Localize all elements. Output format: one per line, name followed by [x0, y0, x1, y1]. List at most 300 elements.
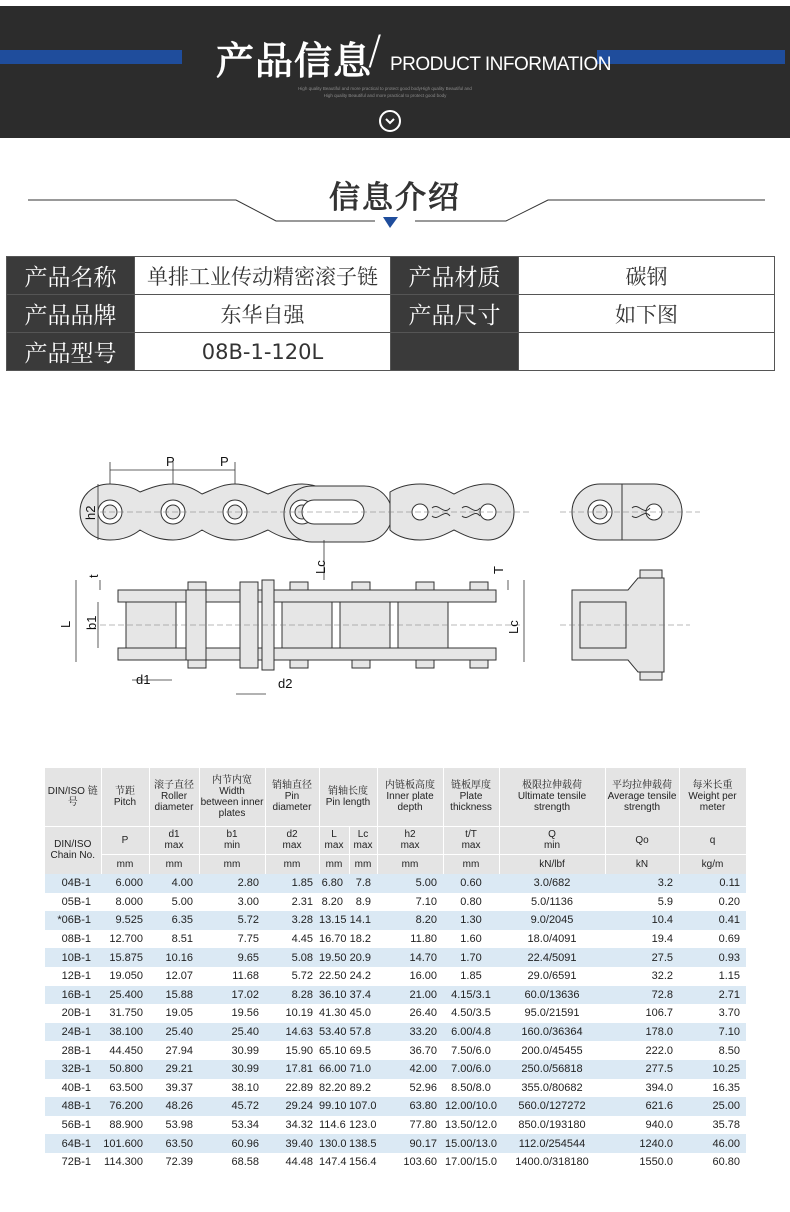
chain-number-cell: 12B-1: [45, 967, 101, 986]
spec-unit: mm: [443, 854, 499, 874]
spec-value-cell: 71.0: [349, 1060, 377, 1079]
spec-value-cell: 160.0/36364: [499, 1023, 605, 1042]
label-p1: P: [166, 454, 175, 469]
chain-number-cell: 10B-1: [45, 948, 101, 967]
chain-number-cell: 64B-1: [45, 1134, 101, 1153]
spec-value-cell: 6.35: [149, 911, 199, 930]
spec-symbol: t/T max: [443, 826, 499, 854]
spec-value-cell: 394.0: [605, 1079, 679, 1098]
chain-number-cell: 20B-1: [45, 1004, 101, 1023]
spec-value-cell: 13.50/12.0: [443, 1116, 499, 1135]
spec-value-cell: 0.60: [443, 874, 499, 893]
spec-value-cell: 6.000: [101, 874, 149, 893]
spec-value-cell: 82.20: [319, 1079, 349, 1098]
spec-value-cell: 21.00: [377, 986, 443, 1005]
chain-number-cell: 08B-1: [45, 930, 101, 949]
spec-value-cell: 123.0: [349, 1116, 377, 1135]
spec-value-cell: 107.0: [349, 1097, 377, 1116]
spec-unit: mm: [319, 854, 349, 874]
spec-value-cell: 68.58: [199, 1153, 265, 1172]
label-lc-right: Lc: [506, 620, 521, 634]
spec-value-cell: 42.00: [377, 1060, 443, 1079]
chain-number-cell: *06B-1: [45, 911, 101, 930]
label-T: T: [491, 566, 506, 574]
spec-value-cell: 4.45: [265, 930, 319, 949]
table-row: [45, 948, 746, 967]
spec-header-cn: 每米长重: [692, 780, 733, 792]
spec-value-cell: 3.70: [679, 1004, 746, 1023]
spec-value-cell: 0.80: [443, 893, 499, 912]
info-key: 产品名称: [7, 257, 135, 295]
spec-value-cell: 277.5: [605, 1060, 679, 1079]
table-row: [45, 1097, 746, 1116]
spec-value-cell: 14.63: [265, 1023, 319, 1042]
info-key-empty: [391, 333, 519, 371]
table-row: [45, 874, 746, 893]
spec-value-cell: 15.90: [265, 1041, 319, 1060]
spec-value-cell: 72.39: [149, 1153, 199, 1172]
spec-value-cell: 45.72: [199, 1097, 265, 1116]
spec-value-cell: 8.20: [377, 911, 443, 930]
table-row: [45, 1060, 746, 1079]
spec-value-cell: 114.300: [101, 1153, 149, 1172]
spec-value-cell: 355.0/80682: [499, 1079, 605, 1098]
spec-header: [443, 768, 499, 826]
spec-value-cell: 14.1: [349, 911, 377, 930]
spec-value-cell: 18.2: [349, 930, 377, 949]
spec-value-cell: 222.0: [605, 1041, 679, 1060]
spec-value-cell: 2.71: [679, 986, 746, 1005]
spec-value-cell: 44.48: [265, 1153, 319, 1172]
banner-subtitle: PRODUCT INFORMATION: [390, 54, 611, 75]
spec-value-cell: 72.8: [605, 986, 679, 1005]
spec-value-cell: 37.4: [349, 986, 377, 1005]
spec-value-cell: 130.0: [319, 1134, 349, 1153]
info-value: 碳钢: [519, 257, 775, 295]
spec-value-cell: 250.0/56818: [499, 1060, 605, 1079]
spec-value-cell: 48.26: [149, 1097, 199, 1116]
spec-value-cell: 12.07: [149, 967, 199, 986]
spec-value-cell: 60.0/13636: [499, 986, 605, 1005]
spec-symbol: Lc max: [349, 826, 377, 854]
chain-number-cell: 05B-1: [45, 893, 101, 912]
chain-number-cell: 56B-1: [45, 1116, 101, 1135]
spec-value-cell: 22.4/5091: [499, 948, 605, 967]
info-row: [7, 257, 775, 295]
spec-value-cell: 17.81: [265, 1060, 319, 1079]
spec-value-cell: 29.24: [265, 1097, 319, 1116]
spec-value-cell: 3.00: [199, 893, 265, 912]
label-b1: b1: [84, 615, 99, 630]
spec-value-cell: 850.0/193180: [499, 1116, 605, 1135]
spec-value-cell: 53.40: [319, 1023, 349, 1042]
spec-value-cell: 8.51: [149, 930, 199, 949]
spec-header-cn: 内节内宽: [212, 774, 252, 786]
spec-value-cell: 22.89: [265, 1079, 319, 1098]
spec-unit: kg/m: [679, 854, 746, 874]
spec-value-cell: 19.050: [101, 967, 149, 986]
spec-value-cell: 156.4: [349, 1153, 377, 1172]
spec-value-cell: 15.875: [101, 948, 149, 967]
spec-value-cell: 1.85: [443, 967, 499, 986]
spec-value-cell: 38.10: [199, 1079, 265, 1098]
spec-value-cell: 10.25: [679, 1060, 746, 1079]
section-title: 信息介绍: [329, 180, 461, 216]
spec-symbol: P: [101, 826, 149, 854]
spec-value-cell: 27.94: [149, 1041, 199, 1060]
spec-value-cell: 1550.0: [605, 1153, 679, 1172]
info-value: 08B-1-120L: [135, 333, 391, 371]
spec-value-cell: 200.0/45455: [499, 1041, 605, 1060]
spec-value-cell: 35.78: [679, 1116, 746, 1135]
chain-diagram: [40, 440, 760, 710]
spec-value-cell: 5.72: [199, 911, 265, 930]
info-key: 产品尺寸: [391, 295, 519, 333]
spec-value-cell: 30.99: [199, 1041, 265, 1060]
spec-value-cell: 44.450: [101, 1041, 149, 1060]
spec-header-en: Ultimate tensile strength: [517, 791, 587, 814]
spec-value-cell: 16.00: [377, 967, 443, 986]
spec-value-cell: 1.85: [265, 874, 319, 893]
chain-number-cell: 16B-1: [45, 986, 101, 1005]
info-key: 产品型号: [7, 333, 135, 371]
spec-header-en: Pin length: [325, 796, 371, 808]
spec-value-cell: 5.00: [149, 893, 199, 912]
spec-value-cell: 178.0: [605, 1023, 679, 1042]
chain-number-cell: 72B-1: [45, 1153, 101, 1172]
spec-value-cell: 4.50/3.5: [443, 1004, 499, 1023]
label-d1: d1: [136, 672, 151, 687]
label-L: L: [58, 620, 73, 628]
spec-header: [499, 768, 605, 826]
spec-value-cell: 1.70: [443, 948, 499, 967]
spec-value-cell: 10.16: [149, 948, 199, 967]
spec-value-cell: 4.15/3.1: [443, 986, 499, 1005]
spec-value-cell: 8.000: [101, 893, 149, 912]
spec-value-cell: 89.2: [349, 1079, 377, 1098]
table-row: [45, 1079, 746, 1098]
product-info-table: [6, 256, 775, 371]
header-banner: [0, 6, 790, 138]
spec-value-cell: 39.37: [149, 1079, 199, 1098]
spec-value-cell: 38.100: [101, 1023, 149, 1042]
spec-value-cell: 8.50: [679, 1041, 746, 1060]
spec-header-row: [45, 768, 746, 826]
spec-value-cell: 5.0/1136: [499, 893, 605, 912]
chain-number-cell: 28B-1: [45, 1041, 101, 1060]
spec-value-cell: 138.5: [349, 1134, 377, 1153]
label-lc-top: Lc: [313, 560, 328, 574]
spec-value-cell: 90.17: [377, 1134, 443, 1153]
spec-value-cell: 63.500: [101, 1079, 149, 1098]
spec-header-en: Width between inner plates: [200, 785, 264, 819]
spec-value-cell: 103.60: [377, 1153, 443, 1172]
spec-value-cell: 53.34: [199, 1116, 265, 1135]
spec-unit: mm: [101, 854, 149, 874]
spec-value-cell: 2.80: [199, 874, 265, 893]
spec-header-cn: 滚子直径: [154, 780, 194, 792]
spec-value-cell: 60.96: [199, 1134, 265, 1153]
spec-value-cell: 17.00/15.0: [443, 1153, 499, 1172]
spec-unit: kN: [605, 854, 679, 874]
spec-value-cell: 3.28: [265, 911, 319, 930]
spec-symbol: Q min: [499, 826, 605, 854]
spec-value-cell: 7.50/6.0: [443, 1041, 499, 1060]
spec-value-cell: 112.0/254544: [499, 1134, 605, 1153]
chain-number-cell: 40B-1: [45, 1079, 101, 1098]
spec-value-cell: 6.80: [319, 874, 349, 893]
spec-unit: kN/lbf: [499, 854, 605, 874]
spec-value-cell: 33.20: [377, 1023, 443, 1042]
spec-header: [377, 768, 443, 826]
spec-header-en: Pin diameter: [272, 791, 312, 814]
spec-value-cell: 32.2: [605, 967, 679, 986]
chain-number-cell: 48B-1: [45, 1097, 101, 1116]
spec-header-cn: 销轴长度: [328, 785, 368, 797]
spec-value-cell: 9.525: [101, 911, 149, 930]
banner-tagline-1: High quality Beautiful and more practical to protect good bodyHigh quality Beautiful and: [298, 86, 472, 91]
table-row: [45, 893, 746, 912]
spec-value-cell: 76.200: [101, 1097, 149, 1116]
spec-header-cn: 链板厚度: [451, 780, 492, 792]
spec-value-cell: 69.5: [349, 1041, 377, 1060]
info-row: [7, 333, 775, 371]
spec-header-en: Inner plate depth: [386, 791, 434, 814]
spec-header: [679, 768, 746, 826]
spec-value-cell: 63.80: [377, 1097, 443, 1116]
spec-value-cell: 18.0/4091: [499, 930, 605, 949]
spec-header-en: Plate thickness: [450, 791, 492, 814]
spec-symbol: q: [679, 826, 746, 854]
spec-value-cell: 19.50: [319, 948, 349, 967]
spec-value-cell: 106.7: [605, 1004, 679, 1023]
spec-value-cell: 25.00: [679, 1097, 746, 1116]
spec-symbol: b1 min: [199, 826, 265, 854]
spec-value-cell: 19.56: [199, 1004, 265, 1023]
spec-value-cell: 45.0: [349, 1004, 377, 1023]
spec-value-cell: 25.40: [199, 1023, 265, 1042]
spec-value-cell: 5.00: [377, 874, 443, 893]
spec-value-cell: 12.700: [101, 930, 149, 949]
spec-value-cell: 14.70: [377, 948, 443, 967]
spec-header-en: Weight per meter: [688, 791, 737, 814]
spec-value-cell: 6.00/4.8: [443, 1023, 499, 1042]
spec-header: [319, 768, 377, 826]
spec-value-cell: 7.75: [199, 930, 265, 949]
spec-value-cell: 3.2: [605, 874, 679, 893]
spec-value-cell: 66.00: [319, 1060, 349, 1079]
spec-value-cell: 1240.0: [605, 1134, 679, 1153]
spec-value-cell: 0.93: [679, 948, 746, 967]
spec-symbol-row: [45, 826, 746, 854]
spec-value-cell: 88.900: [101, 1116, 149, 1135]
info-key: 产品材质: [391, 257, 519, 295]
banner-bar-left: [0, 50, 182, 64]
spec-value-cell: 8.28: [265, 986, 319, 1005]
spec-value-cell: 5.08: [265, 948, 319, 967]
banner-slash: /: [368, 28, 382, 74]
spec-value-cell: 25.40: [149, 1023, 199, 1042]
spec-value-cell: 99.10: [319, 1097, 349, 1116]
spec-value-cell: 1400.0/318180: [499, 1153, 605, 1172]
spec-value-cell: 10.19: [265, 1004, 319, 1023]
spec-value-cell: 7.8: [349, 874, 377, 893]
table-row: [45, 1153, 746, 1172]
spec-value-cell: 7.10: [679, 1023, 746, 1042]
spec-header-en: Pitch: [113, 796, 137, 808]
spec-header-cn: 平均拉伸载荷: [612, 780, 673, 792]
spec-value-cell: 27.5: [605, 948, 679, 967]
spec-value-cell: 19.4: [605, 930, 679, 949]
spec-value-cell: 63.50: [149, 1134, 199, 1153]
spec-value-cell: 621.6: [605, 1097, 679, 1116]
chain-number-cell: 32B-1: [45, 1060, 101, 1079]
label-d2: d2: [278, 676, 293, 691]
banner-tagline-2: High quality Beautiful and more practical to protect good body: [323, 93, 447, 98]
spec-value-cell: 77.80: [377, 1116, 443, 1135]
spec-unit: mm: [149, 854, 199, 874]
table-row: [45, 1116, 746, 1135]
spec-symbol: d2 max: [265, 826, 319, 854]
info-row: [7, 295, 775, 333]
spec-value-cell: 34.32: [265, 1116, 319, 1135]
spec-value-cell: 9.65: [199, 948, 265, 967]
spec-value-cell: 65.10: [319, 1041, 349, 1060]
spec-value-cell: 39.40: [265, 1134, 319, 1153]
spec-value-cell: 114.6: [319, 1116, 349, 1135]
spec-value-cell: 0.20: [679, 893, 746, 912]
spec-value-cell: 36.70: [377, 1041, 443, 1060]
table-row: [45, 911, 746, 930]
spec-header-chain-2: DIN/ISO Chain No.: [45, 826, 101, 874]
info-key: 产品品牌: [7, 295, 135, 333]
spec-unit-row: [45, 854, 746, 874]
info-value-empty: [519, 333, 775, 371]
spec-value-cell: 31.750: [101, 1004, 149, 1023]
chevron-down-icon[interactable]: [379, 110, 401, 132]
spec-value-cell: 7.10: [377, 893, 443, 912]
spec-value-cell: 0.41: [679, 911, 746, 930]
spec-header-cn: 内链板高度: [385, 780, 436, 792]
spec-value-cell: 1.30: [443, 911, 499, 930]
table-row: [45, 1023, 746, 1042]
spec-value-cell: 41.30: [319, 1004, 349, 1023]
spec-unit: mm: [265, 854, 319, 874]
chain-spec-table: [45, 768, 747, 1172]
spec-value-cell: 8.50/8.0: [443, 1079, 499, 1098]
spec-value-cell: 50.800: [101, 1060, 149, 1079]
spec-value-cell: 16.35: [679, 1079, 746, 1098]
spec-table-body: [45, 874, 746, 1172]
spec-header: [199, 768, 265, 826]
spec-header-en: Average tensile strength: [607, 791, 677, 814]
chain-number-cell: 04B-1: [45, 874, 101, 893]
label-p2: P: [220, 454, 229, 469]
spec-value-cell: 60.80: [679, 1153, 746, 1172]
spec-value-cell: 29.0/6591: [499, 967, 605, 986]
spec-unit: mm: [199, 854, 265, 874]
table-row: [45, 986, 746, 1005]
spec-value-cell: 11.68: [199, 967, 265, 986]
spec-header: [149, 768, 199, 826]
spec-value-cell: 5.72: [265, 967, 319, 986]
spec-value-cell: 24.2: [349, 967, 377, 986]
info-value: 单排工业传动精密滚子链: [135, 257, 391, 295]
spec-header-chain-1: DIN/ISO 链号: [45, 768, 101, 826]
spec-value-cell: 95.0/21591: [499, 1004, 605, 1023]
info-value: 东华自强: [135, 295, 391, 333]
spec-value-cell: 46.00: [679, 1134, 746, 1153]
table-row: [45, 967, 746, 986]
label-h2: h2: [83, 505, 98, 520]
spec-value-cell: 25.400: [101, 986, 149, 1005]
spec-unit: mm: [377, 854, 443, 874]
info-value: 如下图: [519, 295, 775, 333]
spec-symbol: d1 max: [149, 826, 199, 854]
spec-value-cell: 12.00/10.0: [443, 1097, 499, 1116]
spec-value-cell: 10.4: [605, 911, 679, 930]
spec-value-cell: 5.9: [605, 893, 679, 912]
spec-value-cell: 8.20: [319, 893, 349, 912]
spec-value-cell: 29.21: [149, 1060, 199, 1079]
spec-value-cell: 30.99: [199, 1060, 265, 1079]
spec-header-cn: 销轴直径: [272, 780, 312, 792]
spec-header-cn: 节距: [115, 785, 135, 797]
spec-value-cell: 3.0/682: [499, 874, 605, 893]
spec-value-cell: 0.69: [679, 930, 746, 949]
spec-value-cell: 147.4: [319, 1153, 349, 1172]
spec-value-cell: 17.02: [199, 986, 265, 1005]
table-row: [45, 1134, 746, 1153]
spec-value-cell: 22.50: [319, 967, 349, 986]
spec-value-cell: 36.10: [319, 986, 349, 1005]
spec-value-cell: 940.0: [605, 1116, 679, 1135]
spec-value-cell: 26.40: [377, 1004, 443, 1023]
spec-value-cell: 15.00/13.0: [443, 1134, 499, 1153]
spec-value-cell: 53.98: [149, 1116, 199, 1135]
spec-value-cell: 15.88: [149, 986, 199, 1005]
label-t: t: [86, 574, 101, 578]
spec-header: [265, 768, 319, 826]
spec-value-cell: 0.11: [679, 874, 746, 893]
table-row: [45, 930, 746, 949]
spec-value-cell: 19.05: [149, 1004, 199, 1023]
spec-symbol: Qo: [605, 826, 679, 854]
spec-symbol: h2 max: [377, 826, 443, 854]
spec-value-cell: 16.70: [319, 930, 349, 949]
banner-bar-right: [597, 50, 785, 64]
spec-value-cell: 7.00/6.0: [443, 1060, 499, 1079]
chain-number-cell: 24B-1: [45, 1023, 101, 1042]
spec-value-cell: 52.96: [377, 1079, 443, 1098]
spec-unit: mm: [349, 854, 377, 874]
spec-header: [101, 768, 149, 826]
spec-value-cell: 8.9: [349, 893, 377, 912]
spec-value-cell: 13.15: [319, 911, 349, 930]
spec-value-cell: 11.80: [377, 930, 443, 949]
spec-value-cell: 9.0/2045: [499, 911, 605, 930]
section-title-decoration: [0, 190, 790, 240]
table-row: [45, 1004, 746, 1023]
spec-header: [605, 768, 679, 826]
spec-value-cell: 20.9: [349, 948, 377, 967]
spec-symbol: L max: [319, 826, 349, 854]
spec-value-cell: 2.31: [265, 893, 319, 912]
spec-value-cell: 560.0/127272: [499, 1097, 605, 1116]
spec-header-cn: 极限拉伸载荷: [522, 780, 583, 792]
spec-value-cell: 57.8: [349, 1023, 377, 1042]
spec-header-en: Roller diameter: [154, 791, 194, 814]
